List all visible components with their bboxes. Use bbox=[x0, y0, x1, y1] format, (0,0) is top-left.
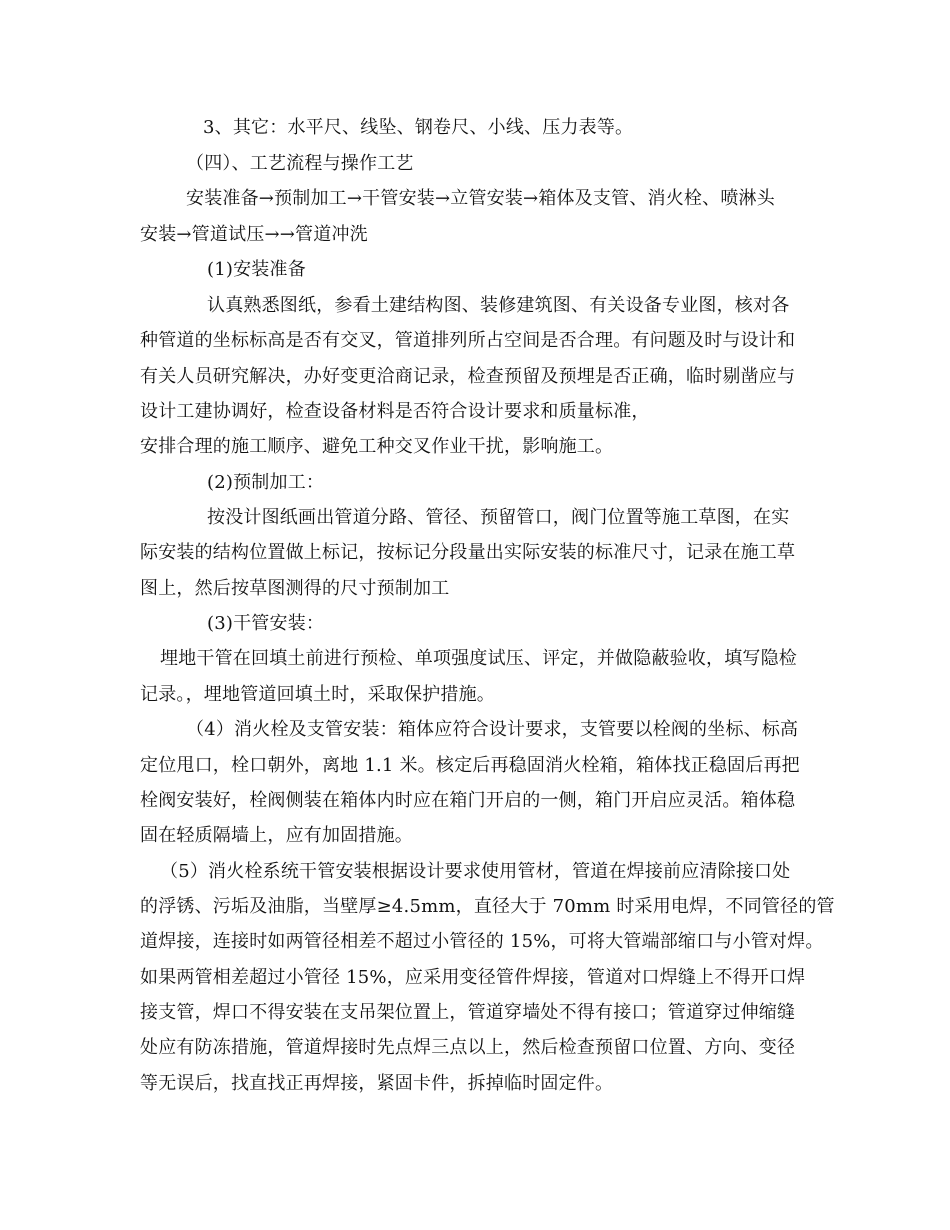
text-line: 际安装的结构位置做上标记，按标记分段量出实际安装的标准尺寸，记录在施工草 bbox=[140, 542, 796, 563]
text-line: 3、其它：水平尺、线坠、钢卷尺、小线、压力表等。 bbox=[203, 117, 634, 138]
text-line: 安装→管道试压→→管道冲洗 bbox=[140, 224, 368, 245]
text-line: 埋地干管在回填土前进行预检、单项强度试压、评定，并做隐蔽验收，填写隐检 bbox=[160, 648, 797, 669]
text-line: 认真熟悉图纸，参看土建结构图、装修建筑图、有关设备专业图，核对各 bbox=[207, 295, 790, 316]
subsection-heading: (1)安装准备 bbox=[207, 259, 306, 280]
text-line: 种管道的坐标标高是否有交叉，管道排列所占空间是否合理。有问题及时与设计和 bbox=[140, 330, 796, 351]
subsection-heading: (3)干管安装： bbox=[207, 613, 325, 634]
text-line: 设计工建协调好，检查设备材料是否符合设计要求和质量标准， bbox=[140, 401, 650, 422]
text-line: 记录。，埋地管道回填土时，采取保护措施。 bbox=[140, 684, 495, 705]
text-line: 安装准备→预制加工→干管安装→立管安装→箱体及支管、消火栓、喷淋头 bbox=[186, 188, 775, 209]
text-line: 如果两管相差超过小管径 15%，应采用变径管件焊接，管道对口焊缝上不得开口焊 bbox=[140, 967, 806, 988]
text-line: 等无误后，找直找正再焊接，紧固卡件，拆掉临时固定件。 bbox=[140, 1073, 614, 1094]
text-line: （4）消火栓及支管安装：箱体应符合设计要求，支管要以栓阀的坐标、标高 bbox=[186, 719, 799, 740]
text-line: 安排合理的施工顺序、避免工种交叉作业干扰，影响施工。 bbox=[140, 436, 614, 457]
text-line: 定位甩口，栓口朝外，离地 1.1 米。核定后再稳固消火栓箱，箱体找正稳固后再把 bbox=[140, 755, 800, 776]
text-line: 图上，然后按草图测得的尺寸预制加工 bbox=[140, 578, 450, 599]
subsection-heading: (2)预制加工： bbox=[207, 472, 325, 493]
text-line: 按没计图纸画出管道分路、管径、预留管口，阀门位置等施工草图，在实 bbox=[207, 507, 790, 528]
section-heading: （四）、工艺流程与操作工艺 bbox=[186, 153, 414, 174]
text-line: 道焊接，连接时如两管径相差不超过小管径的 15%，可将大管端部缩口与小管对焊。 bbox=[140, 931, 824, 952]
text-line: 处应有防冻措施，管道焊接时先点焊三点以上，然后检查预留口位置、方向、变径 bbox=[140, 1037, 796, 1058]
text-line: 固在轻质隔墙上，应有加固措施。 bbox=[140, 825, 413, 846]
text-line: 栓阀安装好，栓阀侧装在箱体内时应在箱门开启的一侧，箱门开启应灵活。箱体稳 bbox=[140, 790, 796, 811]
text-line: 接支管，焊口不得安装在支吊架位置上，管道穿墙处不得有接口；管道穿过伸缩缝 bbox=[140, 1002, 796, 1023]
text-line: 的浮锈、污垢及油脂，当壁厚≥4.5mm，直径大于 70mm 时采用电焊，不同管径的管 bbox=[140, 896, 835, 917]
text-line: 有关人员研究解决，办好变更洽商记录，检查预留及预埋是否正确，临时剔凿应与 bbox=[140, 366, 796, 387]
text-line: （5）消火栓系统干管安装根据设计要求使用管材，管道在焊接前应清除接口处 bbox=[160, 861, 791, 882]
